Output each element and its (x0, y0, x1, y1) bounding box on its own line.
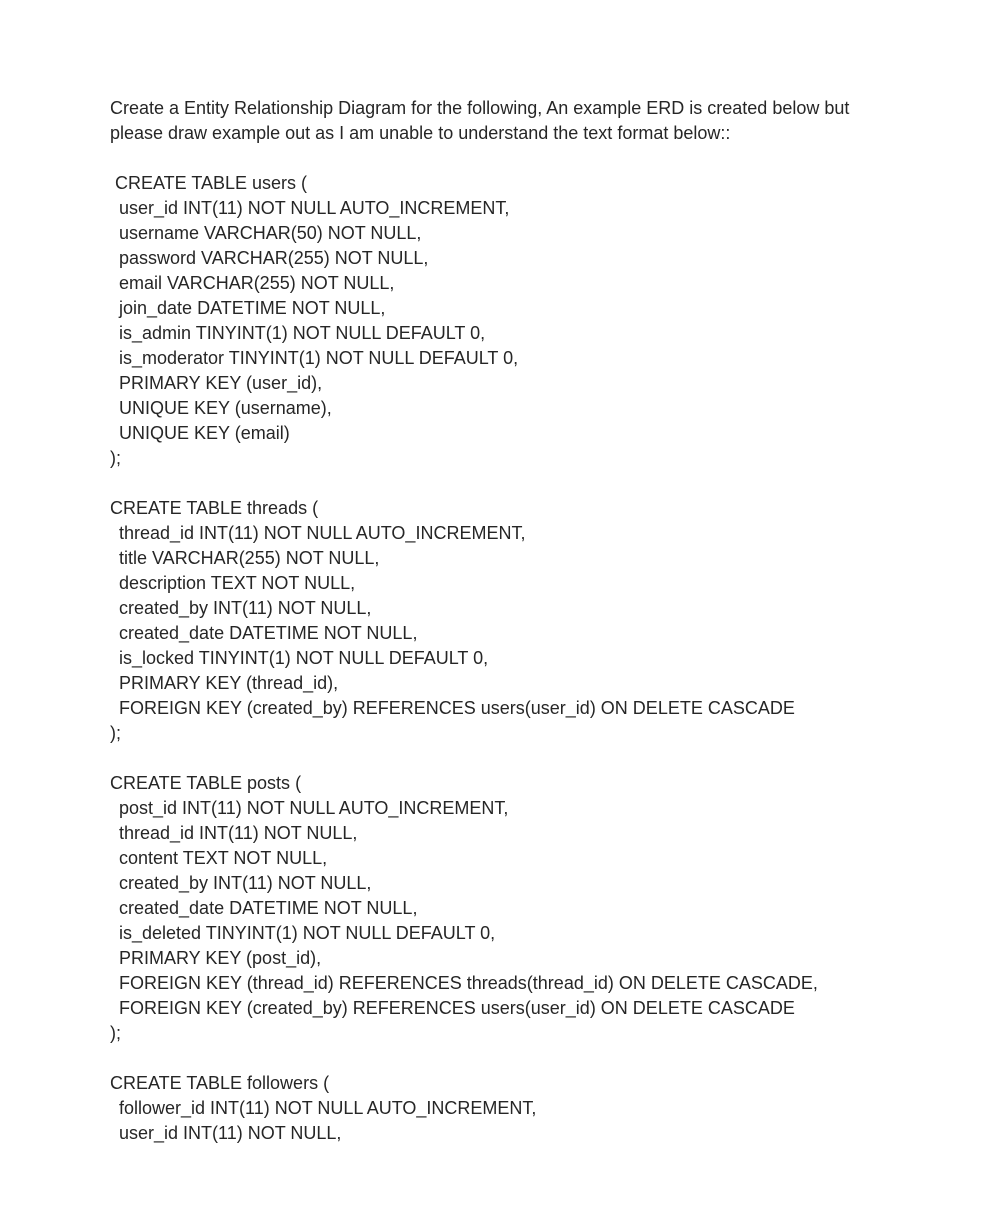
document-page (110, 96, 970, 1146)
sql-table-block (110, 496, 970, 746)
column-definition: email VARCHAR(255) NOT NULL, (119, 273, 395, 293)
column-definition: is_deleted TINYINT(1) NOT NULL DEFAULT 0, (119, 923, 496, 943)
column-definition: join_date DATETIME NOT NULL, (119, 298, 386, 318)
column-definition: created_by INT(11) NOT NULL, (119, 598, 372, 618)
column-definition: description TEXT NOT NULL, (119, 573, 356, 593)
create-table-statement: CREATE TABLE followers ( (110, 1073, 330, 1093)
column-definition: FOREIGN KEY (created_by) REFERENCES users(user_id) ON DELETE CASCADE (119, 698, 795, 718)
column-definition: FOREIGN KEY (created_by) REFERENCES users(user_id) ON DELETE CASCADE (119, 998, 795, 1018)
intro-paragraph (110, 96, 970, 146)
statement-close: ); (110, 448, 121, 468)
column-definition: user_id INT(11) NOT NULL, (119, 1123, 342, 1143)
column-definition: UNIQUE KEY (username), (119, 398, 332, 418)
column-definition: username VARCHAR(50) NOT NULL, (119, 223, 422, 243)
column-definition: PRIMARY KEY (thread_id), (119, 673, 339, 693)
column-definition: title VARCHAR(255) NOT NULL, (119, 548, 380, 568)
column-definition: is_admin TINYINT(1) NOT NULL DEFAULT 0, (119, 323, 486, 343)
intro-line-2: please draw example out as I am unable to understand the text format below:: (110, 123, 731, 143)
spacer (110, 471, 970, 496)
sql-table-block (110, 171, 970, 471)
column-definition: PRIMARY KEY (post_id), (119, 948, 322, 968)
spacer (110, 746, 970, 771)
sql-code (110, 171, 970, 1146)
column-definition: created_by INT(11) NOT NULL, (119, 873, 372, 893)
create-table-statement: CREATE TABLE threads ( (110, 498, 319, 518)
column-definition: created_date DATETIME NOT NULL, (119, 898, 418, 918)
column-definition: UNIQUE KEY (email) (119, 423, 290, 443)
column-definition: created_date DATETIME NOT NULL, (119, 623, 418, 643)
create-table-statement: CREATE TABLE posts ( (110, 773, 302, 793)
sql-table-block (110, 1071, 970, 1146)
column-definition: FOREIGN KEY (thread_id) REFERENCES threads(thread_id) ON DELETE CASCADE, (119, 973, 818, 993)
column-definition: post_id INT(11) NOT NULL AUTO_INCREMENT, (119, 798, 509, 818)
column-definition: thread_id INT(11) NOT NULL AUTO_INCREMENT, (119, 523, 526, 543)
column-definition: is_locked TINYINT(1) NOT NULL DEFAULT 0, (119, 648, 489, 668)
column-definition: follower_id INT(11) NOT NULL AUTO_INCREMENT, (119, 1098, 537, 1118)
spacer (110, 146, 970, 171)
column-definition: PRIMARY KEY (user_id), (119, 373, 323, 393)
sql-table-block (110, 771, 970, 1046)
statement-close: ); (110, 723, 121, 743)
spacer (110, 1046, 970, 1071)
column-definition: user_id INT(11) NOT NULL AUTO_INCREMENT, (119, 198, 510, 218)
intro-line-1: Create a Entity Relationship Diagram for the following, An example ERD is created below but (110, 98, 850, 118)
statement-close: ); (110, 1023, 121, 1043)
column-definition: thread_id INT(11) NOT NULL, (119, 823, 358, 843)
column-definition: content TEXT NOT NULL, (119, 848, 328, 868)
column-definition: password VARCHAR(255) NOT NULL, (119, 248, 429, 268)
column-definition: is_moderator TINYINT(1) NOT NULL DEFAULT 0, (119, 348, 519, 368)
create-table-statement: CREATE TABLE users ( (115, 173, 308, 193)
